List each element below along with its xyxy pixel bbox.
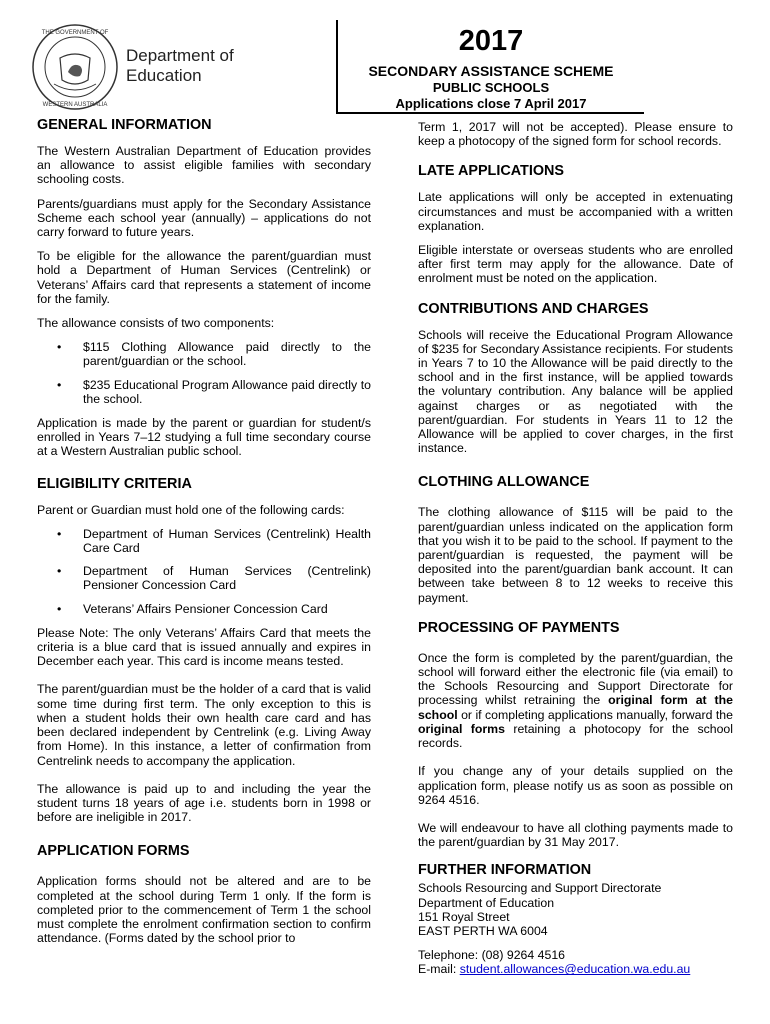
application-forms-paragraph: Application forms should not be altered and are to be completed at the school during Term 1 only. If the form is completed prior to the commencement of Term 1 the school must complete the enrolment confirmation section to confirm attendance. (Forms dated by the school prior to — [37, 874, 371, 946]
list-item: • Veterans’ Affairs Pensioner Concession Card — [57, 601, 328, 616]
list-item: • Department of Human Services (Centrelink) Pensioner Concession Card — [57, 564, 371, 593]
bullet-icon: • — [57, 340, 62, 355]
eligibility-paragraph: Please Note: The only Veterans’ Affairs Card that meets the criteria is a blue card that is issued annually and expires in December each year. This card is income means tested. — [37, 625, 371, 669]
applications-close-date: Applications close 7 April 2017 — [395, 96, 587, 111]
eligible-cards-list — [37, 527, 371, 616]
bullet-icon: • — [57, 526, 62, 541]
contact-address — [418, 881, 733, 976]
allowance-components-list — [37, 340, 371, 406]
list-item: • $235 Educational Program Allowance paid directly to the school. — [57, 377, 371, 406]
processing-payments-heading: PROCESSING OF PAYMENTS — [418, 619, 620, 636]
email-line: E-mail: student.allowances@education.wa.edu.au — [418, 962, 691, 977]
general-paragraph: To be eligible for the allowance the parent/guardian must hold a Department of Human Services (Centrelink) or Veterans’ Affairs card that represents a statement of income for the family. — [37, 249, 371, 306]
address-line: EAST PERTH WA 6004 — [418, 923, 548, 938]
contributions-paragraph: Schools will receive the Educational Program Allowance of $235 for Secondary Assistance recipients. For students in Years 7 to 10 the Allowance will be paid directly to the school and in the first instance, will be applied towards the voluntary contribution. Any balance will be applied against charges or as negotiated with the parent/guardian. For students in Years 11 to 12 the Allowance will be applied to cover charges, in the first instance. — [418, 327, 733, 456]
clothing-allowance-paragraph: The clothing allowance of $115 will be paid to the parent/guardian unless indicated on the application form that you wish it to be paid to the school. If payment to the parent/guardian is requested, the payment will be deposited into the parent/guardian bank account. It can between take between 8 to 12 weeks to receive this payment. — [418, 505, 733, 605]
bullet-icon: • — [57, 564, 62, 579]
department-name: Department of Education — [126, 46, 234, 85]
eligibility-paragraph: The allowance is paid up to and including the year the student turns 18 years of age i.e. students born in 1998 or before are ineligible in 2017. — [37, 781, 371, 825]
processing-paragraph: If you change any of your details supplied on the application form, please notify us as soon as possible on 9264 4516. — [418, 764, 733, 807]
late-applications-paragraph: Late applications will only be accepted in extenuating circumstances and must be accompanied with a written explanation. — [418, 190, 733, 233]
title-box — [336, 20, 644, 114]
address-line: 151 Royal Street — [418, 909, 510, 924]
general-paragraph: The allowance consists of two components: — [37, 316, 275, 331]
address-line: Department of Education — [418, 895, 555, 910]
eligibility-paragraph: Parent or Guardian must hold one of the following cards: — [37, 502, 345, 517]
address-line: Schools Resourcing and Support Directorate — [418, 881, 662, 896]
general-paragraph: The Western Australian Department of Education provides an allowance to assist eligible families with secondary schooling costs. — [37, 144, 371, 187]
document-year: 2017 — [458, 25, 524, 57]
general-paragraph: Parents/guardians must apply for the Secondary Assistance Scheme each school year (annually) – applications do not carry forward to future years. — [37, 196, 371, 240]
right-column — [418, 116, 733, 977]
application-forms-continued: Term 1, 2017 will not be accepted). Please ensure to keep a photocopy of the signed form for school records. — [418, 120, 733, 149]
svg-text:THE GOVERNMENT OF: THE GOVERNMENT OF — [41, 30, 109, 36]
eligibility-paragraph: The parent/guardian must be the holder of a card that is valid some time during first term. The only exception to this is when a student holds their own health care card and has been declared independent by Centrelink (e.g. Living Away from Home). In this instance, a letter of confirmation from Centrelink needs to accompany the application. — [37, 682, 371, 768]
wa-government-crest-logo — [30, 22, 120, 112]
list-item: • Department of Human Services (Centrelink) Health Care Card — [57, 526, 371, 556]
bullet-icon: • — [57, 601, 62, 616]
processing-paragraph: Once the form is completed by the parent/guardian, the school will forward either the electronic file (via email) to the Schools Resourcing and Support Directorate for processing whilst retraining the original form at the school or if completing applications manually, forward the original forms retaining a photocopy for the school records. — [418, 650, 733, 751]
application-forms-heading: APPLICATION FORMS — [37, 843, 190, 860]
general-information-heading: GENERAL INFORMATION — [37, 117, 212, 133]
further-information-heading: FURTHER INFORMATION — [418, 862, 592, 879]
left-column — [37, 116, 371, 955]
eligibility-criteria-heading: ELIGIBILITY CRITERIA — [37, 475, 192, 492]
contributions-charges-heading: CONTRIBUTIONS AND CHARGES — [418, 300, 649, 317]
general-paragraph: Application is made by the parent or guardian for student/s enrolled in Years 7–12 studying a full time secondary course at a Western Australian public school. — [37, 416, 371, 459]
bullet-icon: • — [57, 377, 62, 392]
late-applications-paragraph: Eligible interstate or overseas students who are enrolled after first term may apply for the allowance. Date of enrolment must be noted on the application. — [418, 243, 733, 286]
telephone-line: Telephone: (08) 9264 4516 — [418, 948, 565, 963]
clothing-allowance-heading: CLOTHING ALLOWANCE — [418, 474, 590, 491]
late-applications-heading: LATE APPLICATIONS — [418, 163, 565, 180]
scheme-title: SECONDARY ASSISTANCE SCHEME — [368, 63, 614, 79]
email-link[interactable]: student.allowances@education.wa.edu.au — [459, 962, 691, 977]
svg-text:WESTERN AUSTRALIA: WESTERN AUSTRALIA — [42, 102, 108, 108]
processing-paragraph: We will endeavour to have all clothing payments made to the parent/guardian by 31 May 2017. — [418, 820, 733, 850]
public-schools-label: PUBLIC SCHOOLS — [432, 80, 550, 95]
list-item: • $115 Clothing Allowance paid directly to the parent/guardian or the school. — [57, 340, 371, 369]
